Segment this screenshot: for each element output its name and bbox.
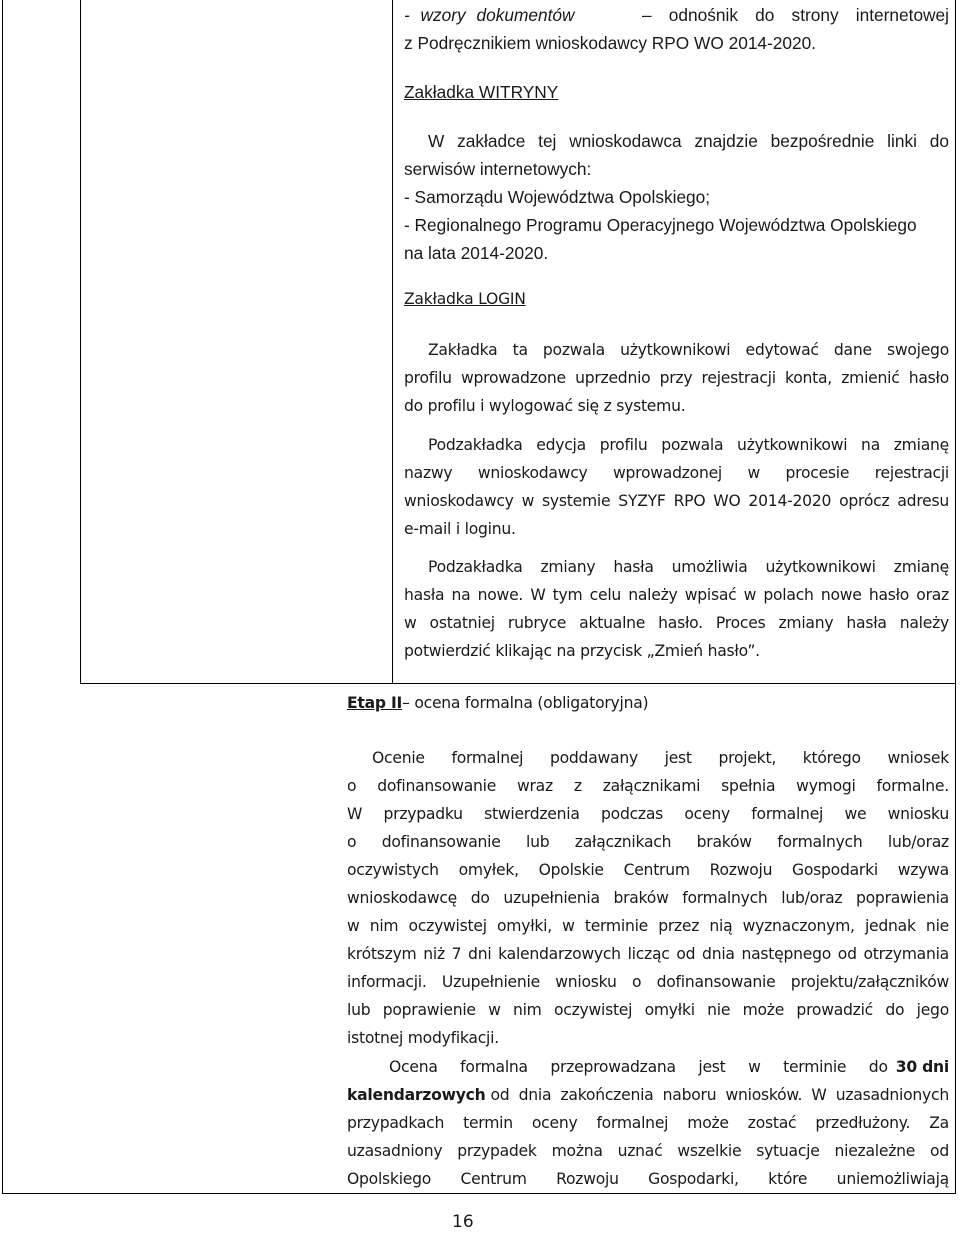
witryny-line: W zakładce tej wnioskodawca znajdzie bezpośrednie linki do [428, 131, 949, 151]
etap-p1-line: W przypadku stwierdzenia podczas oceny formalnej we wniosku [347, 805, 949, 823]
etap-p1-line: lub poprawienie w nim oczywistej omyłki nie może prowadzić do jego [347, 1001, 949, 1019]
witryny-line: serwisów internetowych: [404, 159, 592, 179]
links-item-line2: z Podręcznikiem wnioskodawcy RPO WO 2014-2020. [404, 33, 817, 53]
table-column-divider [80, 0, 81, 683]
etap-p1-line: informacji. Uzupełnienie wniosku o dofinansowanie projektu/załączników [347, 973, 949, 991]
etap-p1-line: o dofinansowanie lub załącznikach braków formalnych lub/oraz [347, 833, 949, 851]
etap-p1-line: w nim oczywistej omyłki, w terminie przez nią wyznaczonym, jednak nie [347, 917, 949, 935]
etap-p2-line: przypadkach termin oceny formalnej może zostać przedłużony. Za [347, 1114, 949, 1132]
etap-p2-line2 [347, 1086, 949, 1104]
etap-heading [347, 694, 648, 712]
links-item-label: - wzory dokumentów [404, 5, 575, 25]
etap-p2-line: uzasadniony przypadek można uznać wszelkie sytuacje niezależne od [347, 1142, 949, 1160]
etap-p2-deadline-cont: kalendarzowych [347, 1086, 486, 1104]
witryny-line: - Regionalnego Programu Operacyjnego Województwa Opolskiego [404, 215, 917, 235]
etap-p1-line: oczywistych omyłek, Opolskie Centrum Rozwoju Gospodarki wzywa [347, 861, 949, 879]
login-p2-line: wnioskodawcy w systemie SYZYF RPO WO 2014-2020 oprócz adresu [404, 492, 949, 510]
table-row-divider [80, 683, 956, 684]
login-p3-line: hasła na nowe. W tym celu należy wpisać w polach nowe hasło oraz [404, 586, 949, 604]
login-p1-line: profilu wprowadzone uprzednio przy rejestracji konta, zmienić hasło [404, 369, 949, 387]
etap-p2-line: Opolskiego Centrum Rozwoju Gospodarki, które uniemożliwiają [347, 1170, 949, 1188]
etap-p2-line1 [389, 1058, 949, 1076]
witryny-line: - Samorządu Województwa Opolskiego; [404, 187, 711, 207]
login-p2-line: Podzakładka edycja profilu pozwala użytkownikowi na zmianę [428, 436, 949, 454]
etap-p1-line: istotnej modyfikacji. [347, 1029, 499, 1047]
etap-p2-line2-text: od dnia zakończenia naboru wniosków. W uzasadnionych [490, 1086, 949, 1104]
login-heading: Zakładka LOGIN [404, 290, 526, 308]
etap-heading-rest: – ocena formalna (obligatoryjna) [402, 694, 649, 712]
etap-p1-line: krótszym niż 7 dni kalendarzowych licząc od dnia następnego od otrzymania [347, 945, 949, 963]
login-p2-line: nazwy wnioskodawcy wprowadzonej w procesie rejestracji [404, 464, 949, 482]
login-p1-line: do profilu i wylogować się z systemu. [404, 397, 686, 415]
witryny-line: na lata 2014-2020. [404, 243, 549, 263]
page-number: 16 [452, 1212, 474, 1232]
login-p3-line: w ostatniej rubryce aktualne hasło. Proces zmiany hasła należy [404, 614, 949, 632]
etap-p1-line: wnioskodawcę do uzupełnienia braków formalnych lub/oraz poprawienia [347, 889, 949, 907]
table-column-divider [392, 0, 393, 683]
etap-heading-bold: Etap II [347, 694, 403, 712]
etap-p1-line: o dofinansowanie wraz z załącznikami spełnia wymogi formalne. [347, 777, 949, 795]
login-p2-line: e-mail i loginu. [404, 520, 516, 538]
login-p3-line: Podzakładka zmiany hasła umożliwia użytkownikowi zmianę [428, 558, 949, 576]
login-p3-line: potwierdzić klikając na przycisk „Zmień hasło”. [404, 642, 760, 660]
login-p1-line: Zakładka ta pozwala użytkownikowi edytować dane swojego [428, 341, 949, 359]
etap-p2-deadline: 30 dni [895, 1058, 949, 1076]
etap-p1-line: Ocenie formalnej poddawany jest projekt, którego wniosek [372, 749, 949, 767]
witryny-heading: Zakładka WITRYNY [404, 82, 559, 102]
etap-p2-line1-text: Ocena formalna przeprowadzana jest w terminie do [389, 1058, 888, 1076]
links-item-desc: – odnośnik do strony internetowej [642, 5, 949, 25]
